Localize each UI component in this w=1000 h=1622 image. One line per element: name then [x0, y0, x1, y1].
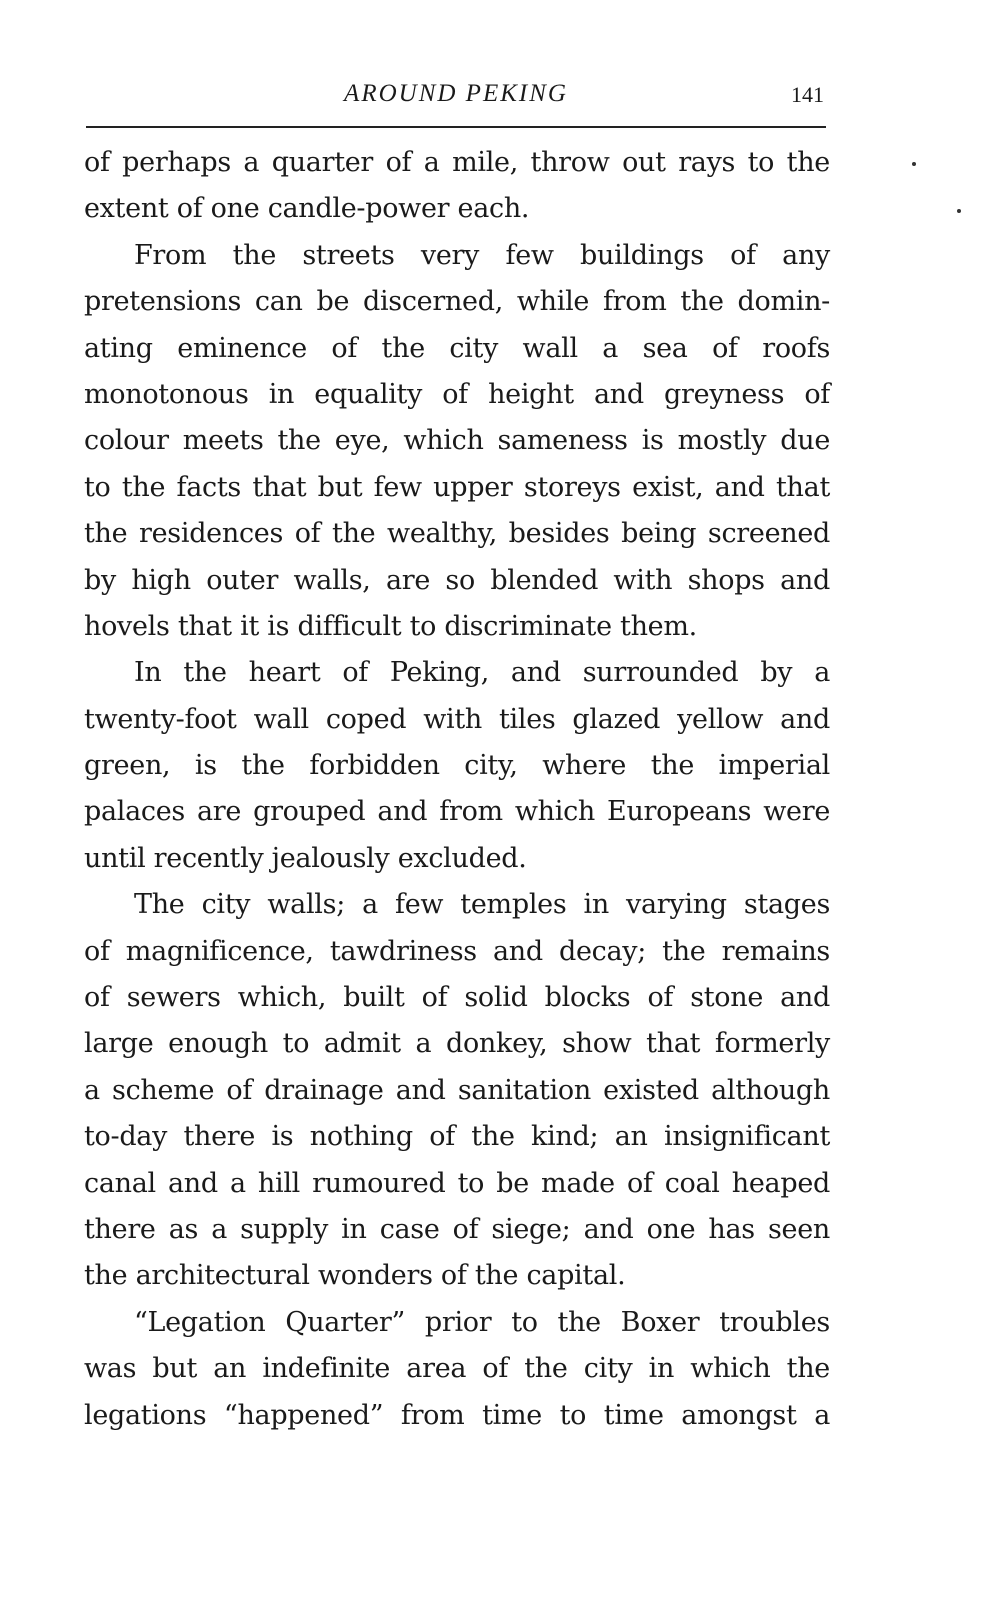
text-line: The city walls; a few temples in varying stages — [134, 889, 830, 921]
page-body — [84, 140, 830, 1439]
text-line: of sewers which, built of solid blocks of stone and — [84, 982, 830, 1014]
running-title: AROUND PEKING — [344, 80, 568, 107]
text-line: hovels that it is difficult to discriminate them. — [84, 610, 697, 642]
text-line: of perhaps a quarter of a mile, throw out rays to the — [84, 147, 830, 178]
paragraph — [84, 233, 830, 651]
page-header — [86, 76, 826, 116]
paragraph — [84, 140, 830, 233]
page-number: 141 — [791, 82, 824, 107]
text-line: by high outer walls, are so blended with shops and — [84, 564, 830, 596]
text-line: to the facts that but few upper storeys exist, and that — [84, 471, 830, 503]
paragraph — [84, 650, 830, 882]
text-line: palaces are grouped and from which Europeans were — [84, 796, 830, 828]
scan-speck — [957, 209, 961, 213]
text-line: to-day there is nothing of the kind; an insignificant — [84, 1121, 830, 1153]
paragraph — [84, 882, 830, 1300]
text-line: “Legation Quarter” prior to the Boxer troubles — [134, 1306, 830, 1338]
text-line: until recently jealously excluded. — [84, 842, 527, 874]
text-line: was but an indefinite area of the city in which the — [84, 1353, 830, 1385]
text-line: legations “happened” from time to time amongst a — [84, 1399, 830, 1431]
text-line: there as a supply in case of siege; and one has seen — [84, 1213, 830, 1245]
text-line: of magnificence, tawdriness and decay; the remains — [84, 935, 830, 967]
text-line: green, is the forbidden city, where the imperial — [84, 750, 830, 782]
scan-speck — [912, 162, 916, 166]
text-line: pretensions can be discerned, while from the domin- — [84, 286, 830, 318]
text-line: the residences of the wealthy, besides being screened — [84, 518, 830, 550]
text-line: twenty-foot wall coped with tiles glazed yellow and — [84, 703, 830, 735]
text-line: ating eminence of the city wall a sea of roofs — [84, 332, 830, 364]
text-line: large enough to admit a donkey, show that formerly — [84, 1028, 830, 1060]
text-line: extent of one candle-power each. — [84, 193, 530, 225]
text-line: a scheme of drainage and sanitation existed although — [84, 1074, 830, 1106]
text-line: monotonous in equality of height and greyness of — [84, 378, 830, 410]
text-line: the architectural wonders of the capital. — [84, 1260, 626, 1292]
text-line: colour meets the eye, which sameness is mostly due — [84, 425, 830, 457]
header-rule — [86, 126, 826, 128]
text-line: From the streets very few buildings of any — [134, 239, 830, 271]
text-line: In the heart of Peking, and surrounded by a — [134, 657, 830, 689]
paragraph — [84, 1300, 830, 1439]
text-line: canal and a hill rumoured to be made of coal heaped — [84, 1167, 830, 1199]
